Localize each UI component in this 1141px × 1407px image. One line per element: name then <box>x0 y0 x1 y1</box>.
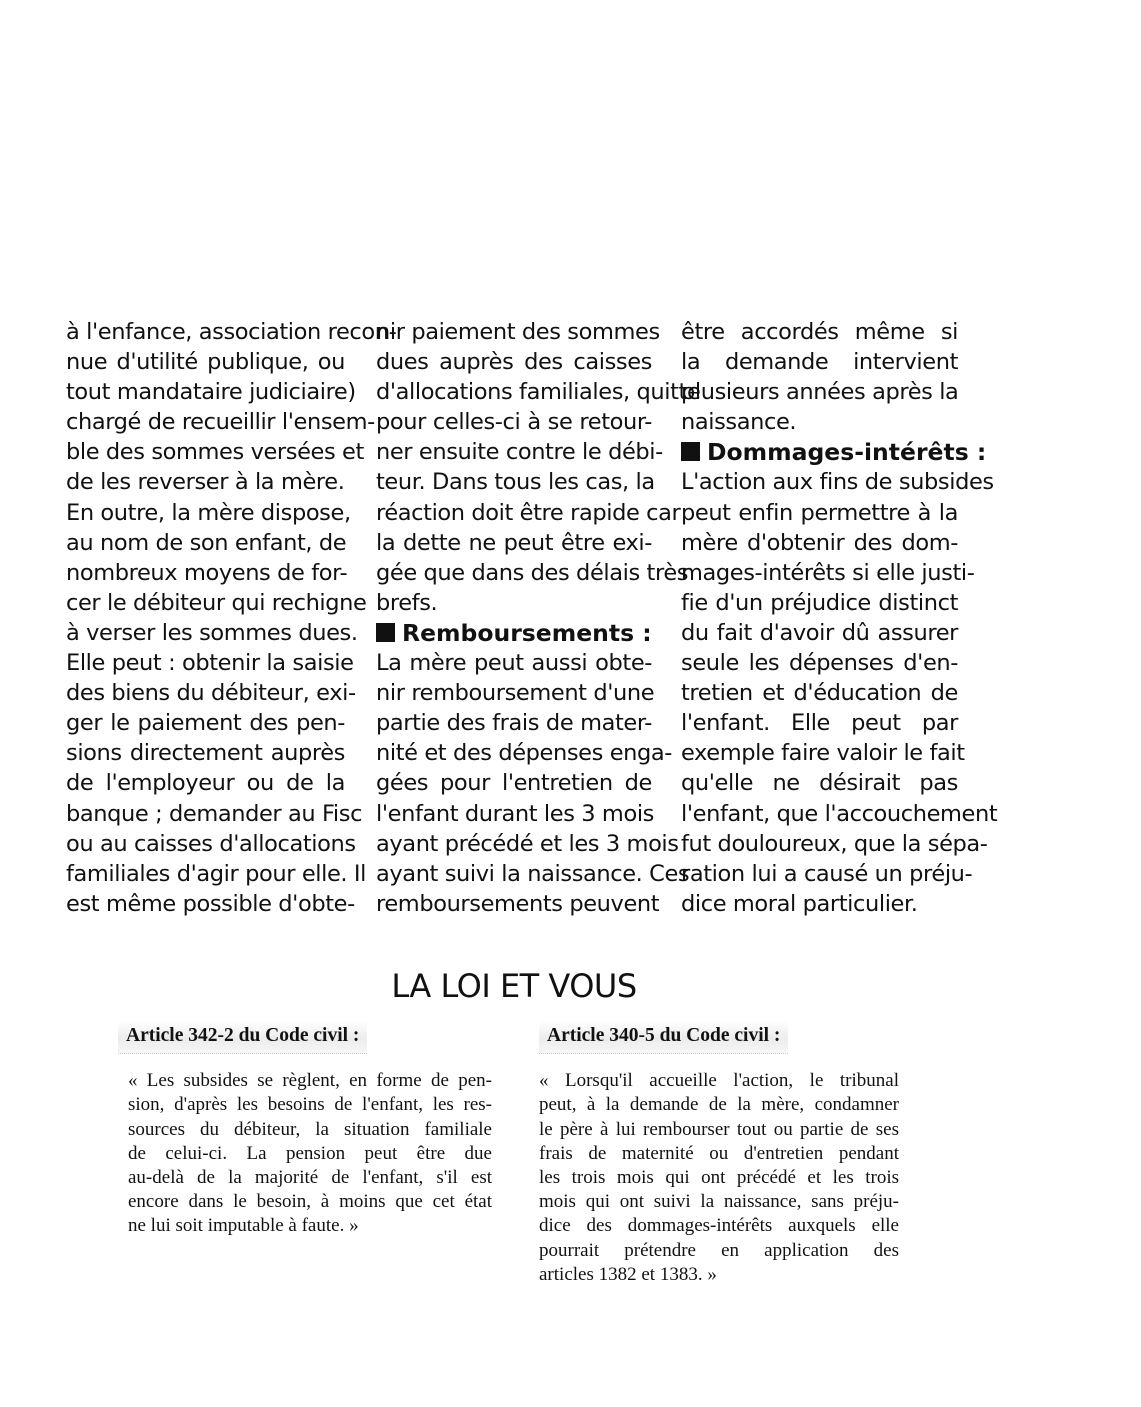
text-line: la demande intervient <box>681 349 958 376</box>
quote-line: articles 1382 et 1383. » <box>539 1263 717 1285</box>
text-line: la dette ne peut être exi- <box>376 529 652 556</box>
text-line: familiales d'agir pour elle. Il <box>66 860 367 887</box>
text-line: L'action aux fins de subsides <box>681 469 994 496</box>
text-line: tretien et d'éducation de <box>681 680 958 707</box>
text-line: dice moral particulier. <box>681 890 918 917</box>
text-line: chargé de recueillir l'ensem- <box>66 409 375 436</box>
quote-line: sources du débiteur, la situation familiale <box>128 1118 492 1140</box>
text-line: Elle peut : obtenir la saisie <box>66 650 354 677</box>
text-line: mère d'obtenir des dom- <box>681 529 958 556</box>
text-line: ger le paiement des pen- <box>66 710 345 737</box>
text-line: nir remboursement d'une <box>376 680 655 707</box>
text-line: nité et des dépenses enga- <box>376 740 672 767</box>
subheading-label: Dommages-intérêts : <box>707 438 987 467</box>
text-line: banque ; demander au Fisc <box>66 800 363 827</box>
text-line: La mère peut aussi obte- <box>376 650 652 677</box>
text-line: des biens du débiteur, exi- <box>66 680 356 707</box>
article-heading: Article 340-5 du Code civil : <box>539 1021 788 1054</box>
quote-line: encore dans le besoin, à moins que cet état <box>128 1191 492 1213</box>
quote-line: mois qui ont suivi la naissance, sans préju- <box>539 1191 899 1213</box>
article-quote <box>118 1069 492 1238</box>
text-line: exemple faire valoir le fait <box>681 740 965 767</box>
article-column-2 <box>376 317 701 919</box>
text-line: pour celles-ci à se retour- <box>376 409 652 436</box>
text-line: cer le débiteur qui rechigne <box>66 589 367 616</box>
text-line: du fait d'avoir dû assurer <box>681 619 958 646</box>
text-line: tout mandataire judiciaire) <box>66 379 356 406</box>
text-line: à l'enfance, association recon- <box>66 319 397 345</box>
subheading-remboursements <box>376 618 652 648</box>
text-line: l'enfant. Elle peut par <box>681 710 958 737</box>
quote-line: au-delà de la majorité de l'enfant, s'il est <box>128 1167 492 1189</box>
text-line: de l'employeur ou de la <box>66 770 345 797</box>
text-line: gée que dans des délais très <box>376 559 689 586</box>
text-line: gées pour l'entretien de <box>376 770 652 797</box>
subheading-label: Remboursements : <box>402 618 652 647</box>
quote-line: dice des dommages-intérêts auxquels elle <box>539 1215 899 1237</box>
text-line: ble des sommes versées et <box>66 439 364 466</box>
text-line: naissance. <box>681 409 797 436</box>
square-bullet-icon <box>376 623 395 642</box>
text-line: l'enfant durant les 3 mois <box>376 800 654 827</box>
article-heading: Article 342-2 du Code civil : <box>118 1021 367 1054</box>
quote-line: « Les subsides se règlent, en forme de pen- <box>128 1070 492 1092</box>
text-line: plusieurs années après la <box>681 379 959 406</box>
text-line: nue d'utilité publique, ou <box>66 349 345 376</box>
text-line: nombreux moyens de for- <box>66 559 348 586</box>
quote-line: frais de maternité ou d'entretien pendant <box>539 1142 899 1164</box>
text-line: fut douloureux, que la sépa- <box>681 830 988 857</box>
quote-line: les trois mois qui ont précédé et les trois <box>539 1167 899 1189</box>
text-line: sions directement auprès <box>66 740 345 767</box>
quote-line: ne lui soit imputable à faute. » <box>128 1215 359 1237</box>
square-bullet-icon <box>681 442 700 461</box>
text-line: seule les dépenses d'en- <box>681 650 958 677</box>
box-title: LA LOI ET VOUS <box>391 967 637 1005</box>
text-line: l'enfant, que l'accouchement <box>681 800 998 827</box>
text-line: être accordés même si <box>681 319 958 345</box>
text-line: à verser les sommes dues. <box>66 619 358 646</box>
text-line: dues auprès des caisses <box>376 349 652 376</box>
text-line: de les reverser à la mère. <box>66 469 345 496</box>
text-line: est même possible d'obte- <box>66 890 355 917</box>
text-line: réaction doit être rapide car <box>376 499 681 526</box>
text-line: ayant suivi la naissance. Ces <box>376 860 690 887</box>
legal-article-342-2 <box>118 1021 492 1239</box>
text-line: peut enfin permettre à la <box>681 499 958 526</box>
text-line: partie des frais de mater- <box>376 710 652 737</box>
text-line: ration lui a causé un préju- <box>681 860 973 887</box>
text-line: ner ensuite contre le débi- <box>376 439 663 466</box>
text-line: remboursements peuvent <box>376 890 660 917</box>
quote-line: pourrait prétendre en application des <box>539 1239 899 1261</box>
quote-line: sion, d'après les besoins de l'enfant, les res- <box>128 1094 492 1116</box>
text-line: ou au caisses d'allocations <box>66 830 356 857</box>
text-line: qu'elle ne désirait pas <box>681 770 958 797</box>
legal-article-340-5 <box>539 1021 904 1287</box>
article-column-1 <box>66 317 397 919</box>
text-line: au nom de son enfant, de <box>66 529 347 556</box>
subheading-dommages-interets <box>681 437 987 467</box>
text-line: ayant précédé et les 3 mois <box>376 830 679 857</box>
text-line: nir paiement des sommes <box>376 319 660 345</box>
text-line: d'allocations familiales, quitte <box>376 379 701 406</box>
text-line: En outre, la mère dispose, <box>66 499 351 526</box>
text-line: brefs. <box>376 589 438 616</box>
text-line: fie d'un préjudice distinct <box>681 589 958 616</box>
quote-line: de celui-ci. La pension peut être due <box>128 1142 492 1164</box>
text-line: mages-intérêts si elle justi- <box>681 559 975 586</box>
article-quote <box>539 1069 899 1287</box>
text-line: teur. Dans tous les cas, la <box>376 469 655 496</box>
article-column-3 <box>681 317 998 919</box>
quote-line: le père à lui rembourser tout ou partie de ses <box>539 1118 899 1140</box>
quote-line: « Lorsqu'il accueille l'action, le tribunal <box>539 1070 899 1092</box>
quote-line: peut, à la demande de la mère, condamner <box>539 1094 899 1116</box>
